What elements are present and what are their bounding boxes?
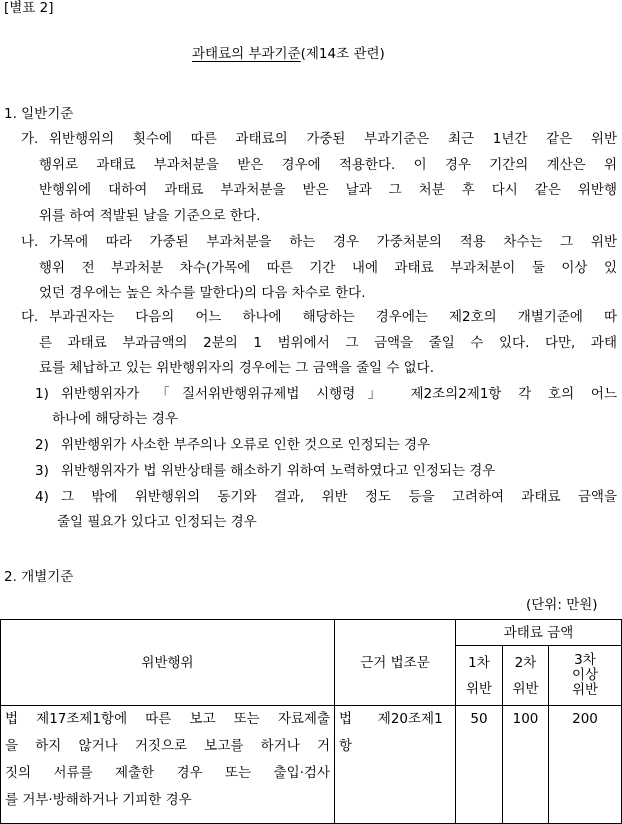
header-first-violation: 1차 위반	[456, 646, 503, 706]
title-main: 과태료의 부과기준	[192, 46, 301, 62]
sub-item-1-line: 하나에 해당하는 경우	[52, 411, 178, 427]
general-heading: 1. 일반기준	[4, 106, 74, 122]
item-na-line: 행위 전 부과처분 차수(가목에 따른 기간 내에 과태료 부과처분이 둘 이상 있	[39, 260, 617, 276]
page-title	[192, 44, 385, 64]
item-ga-line: 반행위에 대하여 과태료 부과처분을 받은 날과 그 처분 후 다시 같은 위반행	[39, 182, 617, 198]
individual-heading: 2. 개별기준	[4, 569, 74, 585]
title-reference: (제14조 관련)	[300, 46, 385, 62]
sub-item-1-line: 위반행위자가 「질서위반행위규제법 시행령」 제2조의2제1항 각 호의 어느	[61, 386, 617, 402]
item-na-line: 었던 경우에는 높은 차수를 말한다)의 다음 차수로 한다.	[39, 285, 366, 301]
row-basis: 법 제20조제1 항	[335, 706, 456, 824]
header-third-violation: 3차 이상 위반	[549, 646, 622, 706]
item-ga-line: 위반행위의 횟수에 따른 과태료의 가중된 부과기준은 최근 1년간 같은 위반	[49, 131, 617, 147]
header-violation: 위반행위	[1, 620, 335, 706]
header-second-violation: 2차 위반	[503, 646, 549, 706]
item-ga-line: 행위로 과태료 부과처분을 받은 경우에 적용한다. 이 경우 기간의 계산은 위	[39, 157, 617, 173]
row-violation: 법 제17조제1항에 따른 보고 또는 자료제출 을 하지 않거나 거짓으로 보고를 하거나 거 짓의 서류를 제출한 경우 또는 출입·검사 를 거부·방해하거나 기피한 경우	[1, 706, 335, 824]
sub-item-4-marker: 4)	[35, 489, 49, 505]
sub-item-4-line: 그 밖에 위반행위의 동기와 결과, 위반 정도 등을 고려하여 과태료 금액을	[61, 489, 617, 505]
sub-item-1-marker: 1)	[35, 386, 49, 402]
row-fine-first: 50	[456, 706, 503, 824]
row-fine-second: 100	[503, 706, 549, 824]
sub-item-3-line: 위반행위자가 법 위반상태를 해소하기 위하여 노력하였다고 인정되는 경우	[61, 463, 496, 479]
item-da-line: 료를 체납하고 있는 위반행위자의 경우에는 그 금액을 줄일 수 없다.	[39, 360, 435, 376]
item-da-line: 른 과태료 부과금액의 2분의 1 범위에서 그 금액을 줄일 수 있다. 다만, 과태	[39, 335, 617, 351]
header-basis: 근거 법조문	[335, 620, 456, 706]
item-ga-marker: 가.	[21, 131, 39, 147]
sub-item-4-line: 줄일 필요가 있다고 인정되는 경우	[57, 514, 257, 530]
item-da-line: 부과권자는 다음의 어느 하나에 해당하는 경우에는 제2호의 개별기준에 따	[49, 309, 617, 325]
item-na-marker: 나.	[21, 234, 39, 250]
header-fine-amount: 과태료 금액	[456, 620, 622, 646]
item-na-line: 가목에 따라 가중된 부과처분을 하는 경우 가중처분의 적용 차수는 그 위반	[49, 234, 617, 250]
fine-table	[0, 619, 622, 824]
item-ga-line: 위를 하여 적발된 날을 기준으로 한다.	[39, 208, 261, 224]
unit-note: (단위: 만원)	[526, 597, 598, 613]
item-da-marker: 다.	[21, 309, 39, 325]
sub-item-2-line: 위반행위가 사소한 부주의나 오류로 인한 것으로 인정되는 경우	[61, 437, 431, 453]
annex-label: [별표 2]	[4, 0, 54, 16]
sub-item-2-marker: 2)	[35, 437, 49, 453]
row-fine-third: 200	[549, 706, 622, 824]
sub-item-3-marker: 3)	[35, 463, 49, 479]
